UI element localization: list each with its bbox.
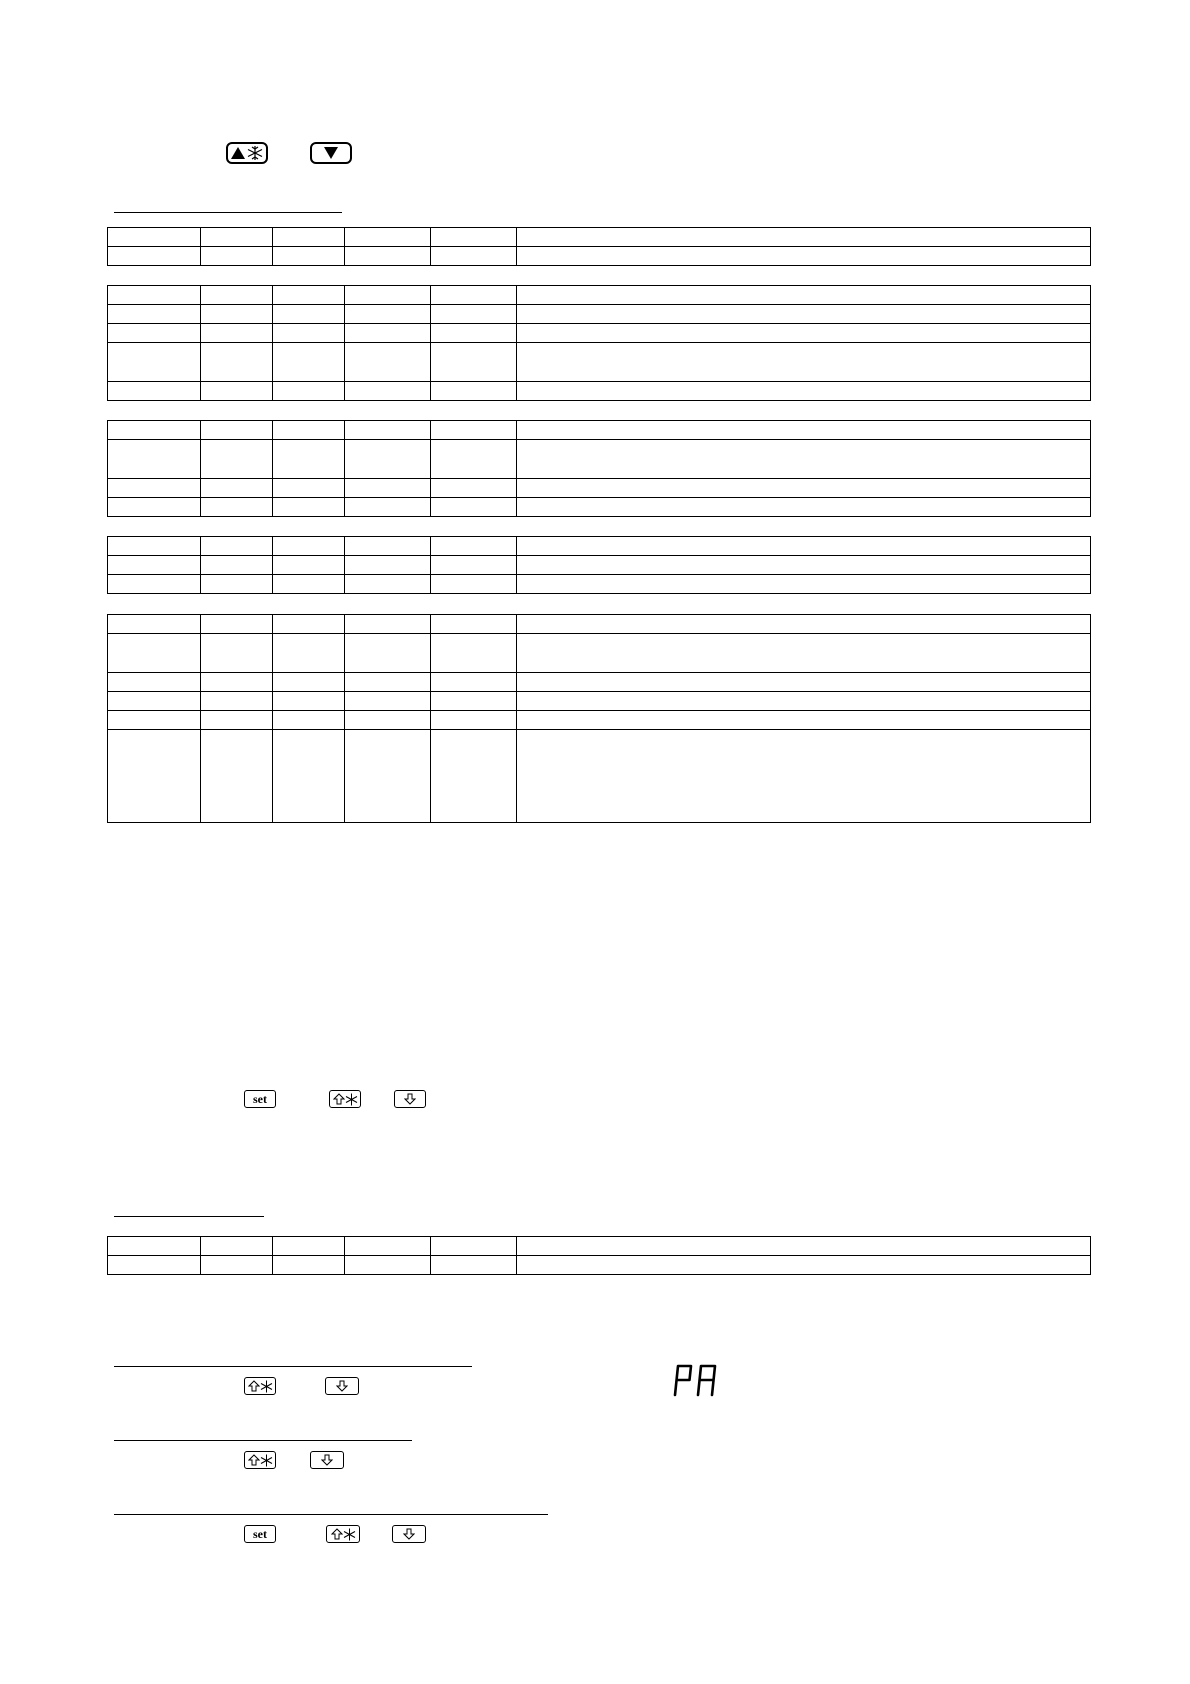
snowflake-icon	[345, 1093, 358, 1106]
table-row	[108, 286, 1091, 305]
snowflake-icon	[260, 1380, 273, 1393]
down-key	[310, 142, 352, 164]
set-key	[244, 1090, 276, 1108]
table-row	[108, 537, 1091, 556]
down-arrow-icon	[403, 1528, 415, 1540]
section-heading-rule	[114, 212, 342, 213]
set-key	[244, 1525, 276, 1543]
down-arrow-icon	[404, 1093, 416, 1105]
up-defrost-key	[244, 1377, 276, 1395]
up-defrost-key	[244, 1451, 276, 1469]
segment-display-pa	[672, 1363, 720, 1397]
table-row	[108, 440, 1091, 479]
parameter-table-6	[107, 1236, 1091, 1275]
parameter-table-1	[107, 227, 1091, 266]
table-row	[108, 634, 1091, 673]
up-arrow-icon	[331, 1528, 343, 1540]
snowflake-icon	[246, 145, 264, 161]
table-row	[108, 615, 1091, 634]
table-row	[108, 692, 1091, 711]
table-row	[108, 421, 1091, 440]
up-arrow-icon	[248, 1380, 260, 1392]
segment-display-text: PA	[672, 1363, 674, 1364]
down-key	[310, 1451, 344, 1469]
up-defrost-key	[326, 1525, 360, 1543]
table-row	[108, 730, 1091, 823]
up-defrost-key	[226, 142, 268, 164]
down-key	[325, 1377, 359, 1395]
table-row	[108, 324, 1091, 343]
down-key	[394, 1090, 426, 1108]
table-row	[108, 498, 1091, 517]
snowflake-icon	[260, 1454, 273, 1467]
section-heading-rule	[114, 1366, 472, 1367]
table-row	[108, 343, 1091, 382]
table-row	[108, 1237, 1091, 1256]
up-arrow-icon	[333, 1093, 345, 1105]
parameter-table-2	[107, 285, 1091, 401]
down-arrow-icon	[336, 1380, 348, 1392]
parameter-table-5	[107, 614, 1091, 823]
table-row	[108, 711, 1091, 730]
table-row	[108, 305, 1091, 324]
snowflake-icon	[343, 1528, 356, 1541]
table-row	[108, 1256, 1091, 1275]
table-row	[108, 247, 1091, 266]
down-key	[392, 1525, 426, 1543]
section-heading-rule	[114, 1440, 412, 1441]
set-key-label: set	[253, 1527, 267, 1541]
table-row	[108, 673, 1091, 692]
up-arrow-icon	[230, 146, 246, 160]
table-row	[108, 228, 1091, 247]
set-key-label: set	[253, 1092, 267, 1106]
up-arrow-icon	[248, 1454, 260, 1466]
table-row	[108, 575, 1091, 594]
down-arrow-icon	[323, 146, 339, 160]
parameter-table-3	[107, 420, 1091, 517]
section-heading-rule	[114, 1514, 548, 1515]
table-row	[108, 382, 1091, 401]
down-arrow-icon	[321, 1454, 333, 1466]
table-row	[108, 556, 1091, 575]
parameter-table-4	[107, 536, 1091, 594]
section-heading-rule	[114, 1216, 264, 1217]
table-row	[108, 479, 1091, 498]
up-defrost-key	[329, 1090, 361, 1108]
